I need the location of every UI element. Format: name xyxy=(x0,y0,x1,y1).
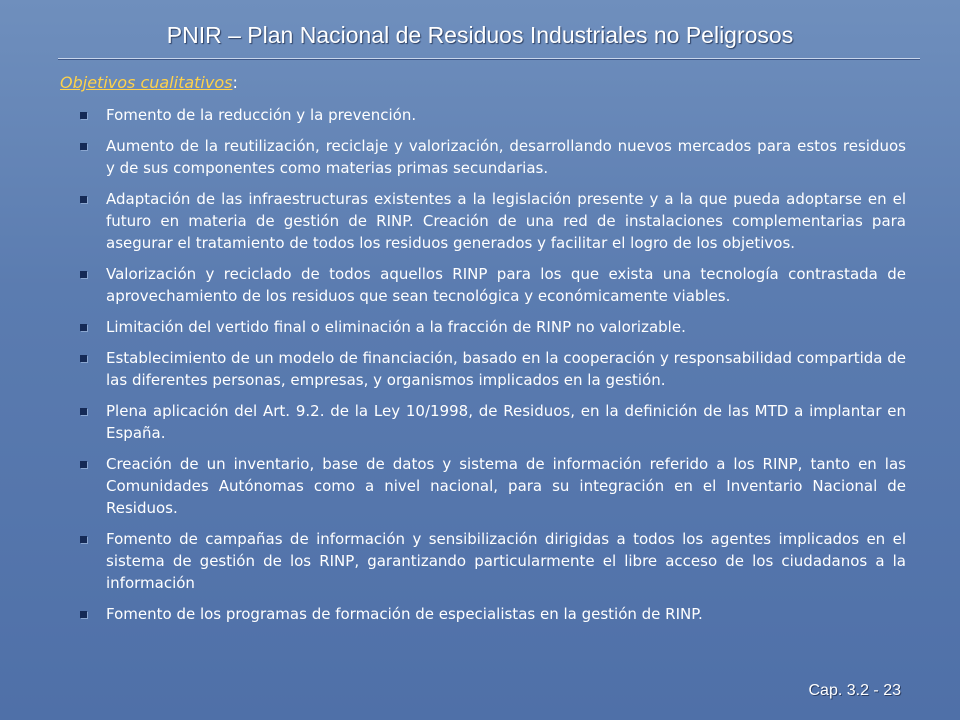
list-item xyxy=(80,135,906,179)
slide-title: PNIR – Plan Nacional de Residuos Industriales no Peligrosos xyxy=(166,22,794,48)
list-item-text: Fomento de la reducción y la prevención. xyxy=(106,106,417,124)
square-bullet-icon xyxy=(80,143,87,150)
square-bullet-icon xyxy=(80,355,87,362)
list-item xyxy=(80,453,906,519)
square-bullet-icon xyxy=(80,324,87,331)
objectives-list xyxy=(80,104,906,634)
list-item-text: Valorización y reciclado de todos aquellos RINP para los que exista una tecnología contrastada de aprovechamiento de los residuos que sean tecnológica y económicamente viables. xyxy=(106,265,906,305)
list-item xyxy=(80,603,906,625)
square-bullet-icon xyxy=(80,611,87,618)
section-heading-label: Objetivos cualitativos xyxy=(60,73,233,92)
list-item-text: Limitación del vertido final o eliminación a la fracción de RINP no valorizable. xyxy=(106,318,686,336)
square-bullet-icon xyxy=(80,461,87,468)
square-bullet-icon xyxy=(80,271,87,278)
list-item-text: Creación de un inventario, base de datos y sistema de información referido a los RINP, tanto en las Comunidades Autónomas como a nivel nacional, para su integración en el Inventario Nacional de Residuos. xyxy=(106,455,906,517)
section-heading xyxy=(60,73,238,92)
square-bullet-icon xyxy=(80,408,87,415)
list-item xyxy=(80,400,906,444)
list-item-text: Plena aplicación del Art. 9.2. de la Ley 10/1998, de Residuos, en la definición de las MTD a implantar en España. xyxy=(106,402,906,442)
list-item-text: Aumento de la reutilización, reciclaje y valorización, desarrollando nuevos mercados para estos residuos y de sus componentes como materias primas secundarias. xyxy=(106,137,906,177)
list-item-text: Adaptación de las infraestructuras existentes a la legislación presente y a la que pueda adoptarse en el futuro en materia de gestión de RINP. Creación de una red de instalaciones complementarias para asegurar el tratamiento de todos los residuos generados y facilitar el logro de los objetivos. xyxy=(106,190,906,252)
list-item xyxy=(80,347,906,391)
list-item xyxy=(80,104,906,126)
list-item-text: Fomento de campañas de información y sensibilización dirigidas a todos los agentes implicados en el sistema de gestión de los RINP, garantizando particularmente el libre acceso de los ciudadanos a la información xyxy=(106,530,906,592)
list-item xyxy=(80,263,906,307)
list-item xyxy=(80,528,906,594)
page-number: Cap. 3.2 - 23 xyxy=(808,682,901,699)
square-bullet-icon xyxy=(80,536,87,543)
square-bullet-icon xyxy=(80,196,87,203)
list-item xyxy=(80,188,906,254)
title-divider xyxy=(58,58,920,59)
square-bullet-icon xyxy=(80,112,87,119)
list-item-text: Fomento de los programas de formación de especialistas en la gestión de RINP. xyxy=(106,605,703,623)
list-item xyxy=(80,316,906,338)
list-item-text: Establecimiento de un modelo de financiación, basado en la cooperación y responsabilidad compartida de las diferentes personas, empresas, y organismos implicados en la gestión. xyxy=(106,349,906,389)
section-heading-colon: : xyxy=(232,73,238,92)
